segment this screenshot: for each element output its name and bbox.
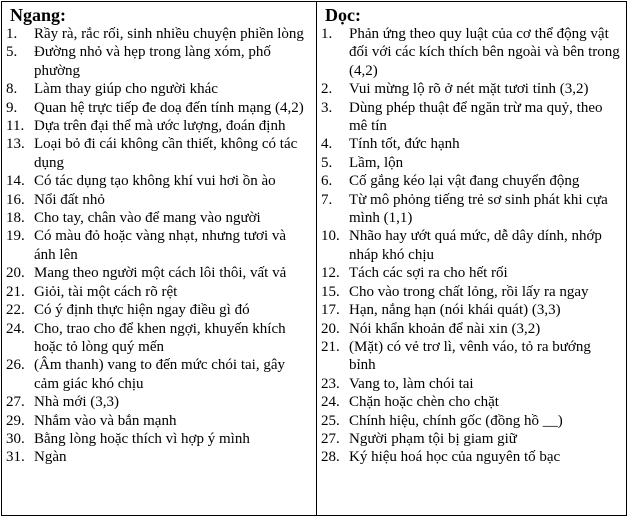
clue-item <box>6 412 312 430</box>
down-clues-column <box>317 2 626 515</box>
clue-text: Chặn hoặc chèn cho chặt <box>349 394 499 411</box>
clue-item <box>6 264 312 282</box>
clue-number: 12. <box>321 265 340 282</box>
clue-text: (Âm thanh) vang to đến mức chói tai, gây cảm giác khó chịu <box>34 357 285 392</box>
clue-number: 26. <box>6 357 25 374</box>
clue-text: Hạn, nắng hạn (nói khái quát) (3,3) <box>349 302 561 319</box>
clue-text: Nhà mới (3,3) <box>34 394 119 411</box>
clue-number: 18. <box>6 210 25 227</box>
clue-number: 27. <box>321 430 340 447</box>
clue-item <box>6 320 312 357</box>
clue-text: Người phạm tội bị giam giữ <box>349 430 517 447</box>
clue-item <box>321 412 622 430</box>
clue-number: 21. <box>321 338 340 355</box>
clue-item <box>321 25 622 80</box>
clue-number: 31. <box>6 449 25 466</box>
across-clue-list <box>6 25 312 467</box>
clue-item <box>321 135 622 153</box>
clue-number: 6. <box>321 173 333 190</box>
clue-number: 29. <box>6 412 25 429</box>
clue-item <box>321 448 622 466</box>
clue-number: 11. <box>6 118 25 135</box>
clue-item <box>6 80 312 98</box>
clue-number: 30. <box>6 430 25 447</box>
clue-number: 20. <box>321 320 340 337</box>
clue-item <box>6 283 312 301</box>
clue-text: Có tác dụng tạo không khí vui hơi ồn ào <box>34 173 276 190</box>
clue-number: 3. <box>321 99 333 116</box>
down-clue-list <box>321 25 622 467</box>
clue-text: Mang theo người một cách lôi thôi, vất vả <box>34 265 287 282</box>
clue-text: Tính tốt, đức hạnh <box>349 136 460 153</box>
clue-number: 1. <box>6 26 18 42</box>
clue-text: Dựa trên đại thể mà ước lượng, đoán định <box>34 118 286 135</box>
clue-item <box>6 99 312 117</box>
clue-text: Nói khẩn khoản để nài xin (3,2) <box>349 320 541 337</box>
clue-number: 5. <box>321 154 333 171</box>
clue-item <box>321 99 622 136</box>
clue-item <box>321 80 622 98</box>
clue-text: Dùng phép thuật để ngăn trừ ma quỷ, theo mê tín <box>349 99 603 135</box>
clue-number: 24. <box>321 394 340 411</box>
clue-number: 17. <box>321 302 340 319</box>
clue-text: Nhắm vào và bắn mạnh <box>34 412 177 429</box>
clue-item <box>321 375 622 393</box>
down-heading: Dọc: <box>325 5 361 25</box>
across-clues-column <box>2 2 317 515</box>
clue-number: 16. <box>6 191 25 208</box>
clue-text: Từ mô phỏng tiếng trẻ sơ sinh phát khi cựa mình (1,1) <box>349 191 608 227</box>
clue-item <box>6 393 312 411</box>
clue-text: Cho tay, chân vào để mang vào người <box>34 210 261 227</box>
clue-text: Loại bỏ đi cái không cần thiết, không có tác dụng <box>34 136 298 171</box>
clue-text: Có màu đỏ hoặc vàng nhạt, nhưng tươi và ánh lên <box>34 228 287 263</box>
clue-number: 5. <box>6 44 18 61</box>
clue-text: Chính hiệu, chính gốc (đồng hồ __) <box>349 412 563 429</box>
clue-number: 25. <box>321 412 340 429</box>
clue-text: Ngàn <box>34 449 67 466</box>
clue-item <box>6 117 312 135</box>
clue-number: 7. <box>321 191 333 208</box>
clue-number: 14. <box>6 173 25 190</box>
clue-item <box>6 191 312 209</box>
clue-text: Vui mừng lộ rõ ở nét mặt tươi tỉnh (3,2) <box>349 81 589 98</box>
clue-item <box>321 227 622 264</box>
across-heading: Ngang: <box>10 5 67 25</box>
clue-text: Nhão hay ướt quá mức, dễ dây dính, nhớp nháp khó chịu <box>349 228 602 263</box>
crossword-clue-table <box>1 1 627 516</box>
clue-text: Nổi đất nhỏ <box>34 191 105 208</box>
clue-text: Giỏi, tài một cách rõ rệt <box>34 283 178 300</box>
clue-item <box>321 283 622 301</box>
clue-text: Lầm, lộn <box>349 154 404 171</box>
clue-text: Vang to, làm chói tai <box>349 375 474 392</box>
clue-number: 20. <box>6 265 25 282</box>
clue-text: Quan hệ trực tiếp đe doạ đến tính mạng (4,2) <box>34 99 304 116</box>
clue-number: 22. <box>6 302 25 319</box>
clue-text: Đường nhỏ và hẹp trong làng xóm, phố phường <box>34 44 271 79</box>
clue-number: 9. <box>6 99 18 116</box>
clue-item <box>321 393 622 411</box>
clue-number: 27. <box>6 394 25 411</box>
clue-text: Tách các sợi ra cho hết rối <box>349 265 508 282</box>
clue-item <box>6 448 312 466</box>
clue-item <box>321 430 622 448</box>
clue-text: Cố gắng kéo lại vật đang chuyển động <box>349 173 580 190</box>
clue-item <box>6 209 312 227</box>
clue-text: Có ý định thực hiện ngay điều gì đó <box>34 302 250 319</box>
clue-text: Phản ứng theo quy luật của cơ thể động vật đối với các kích thích bên ngoài và bên trong (4,2) <box>349 26 620 79</box>
clue-text: Cho, trao cho để khen ngợi, khuyến khích hoặc tỏ lòng quý mến <box>34 320 286 355</box>
clue-number: 21. <box>6 283 25 300</box>
clue-item <box>6 301 312 319</box>
clue-item <box>6 172 312 190</box>
clue-item <box>6 43 312 80</box>
clue-number: 8. <box>6 81 18 98</box>
clue-item <box>6 356 312 393</box>
clue-item <box>321 154 622 172</box>
clue-number: 15. <box>321 283 340 300</box>
clue-item <box>321 301 622 319</box>
clue-item <box>321 172 622 190</box>
clue-number: 13. <box>6 136 25 153</box>
clue-item <box>321 320 622 338</box>
clue-text: Cho vào trong chất lỏng, rồi lấy ra ngay <box>349 283 589 300</box>
clue-item <box>321 264 622 282</box>
clue-number: 23. <box>321 375 340 392</box>
clue-number: 19. <box>6 228 25 245</box>
clue-item <box>6 25 312 43</box>
clue-item <box>6 227 312 264</box>
clue-number: 10. <box>321 228 340 245</box>
clue-number: 1. <box>321 26 333 42</box>
clue-text: (Mặt) có vẻ trơ lì, vênh váo, tỏ ra bướng bỉnh <box>349 338 591 374</box>
clue-text: Bằng lòng hoặc thích vì hợp ý mình <box>34 430 250 447</box>
clue-number: 24. <box>6 320 25 337</box>
clue-text: Làm thay giúp cho người khác <box>34 81 218 98</box>
clue-item <box>6 135 312 172</box>
clue-text: Rầy rà, rắc rối, sinh nhiều chuyện phiền lòng <box>34 26 304 42</box>
clue-number: 4. <box>321 136 333 153</box>
clue-number: 28. <box>321 449 340 466</box>
clue-item <box>321 191 622 228</box>
clue-item <box>321 338 622 375</box>
clue-text: Ký hiệu hoá học của nguyên tố bạc <box>349 449 561 466</box>
clue-item <box>6 430 312 448</box>
clue-number: 2. <box>321 81 333 98</box>
